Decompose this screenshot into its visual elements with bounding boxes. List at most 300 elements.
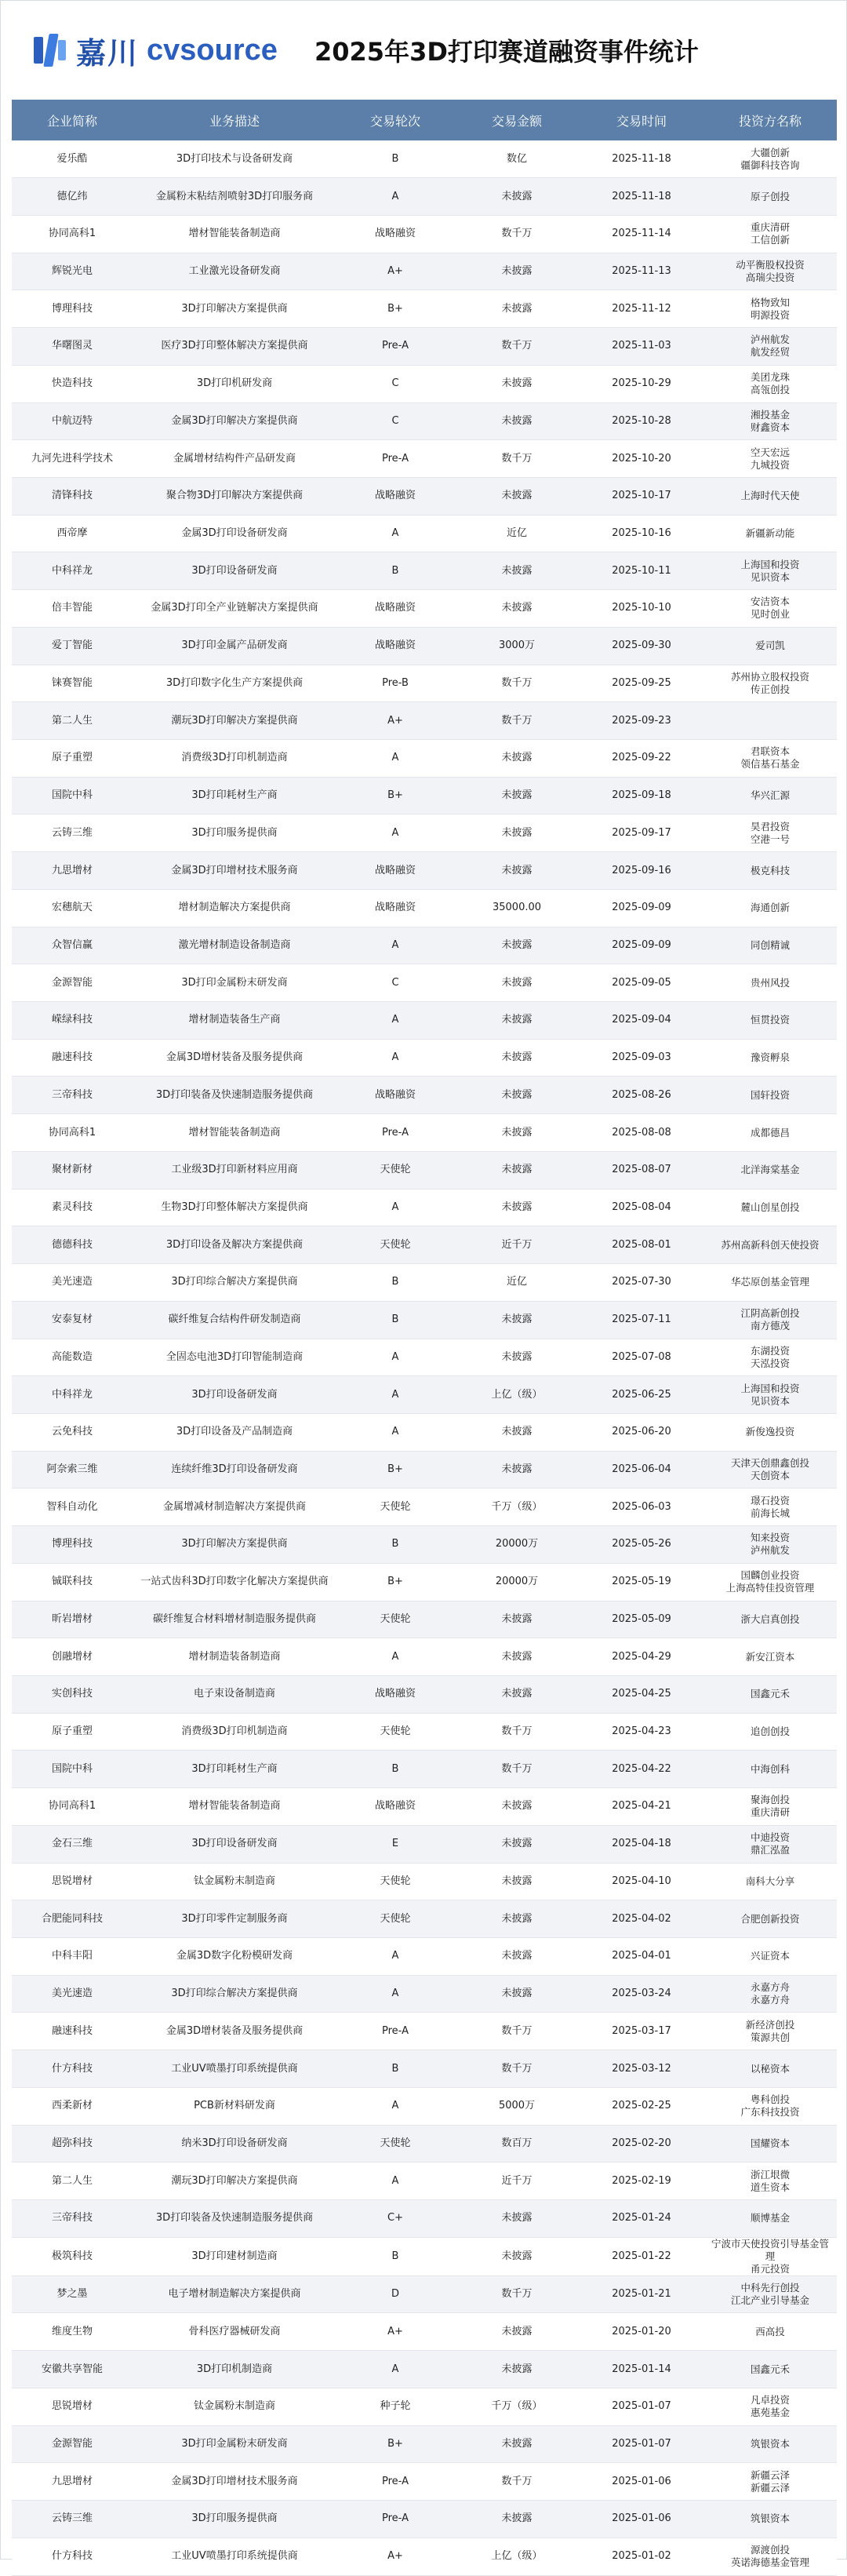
investors-cell — [703, 1938, 837, 1976]
round-cell: C — [336, 403, 454, 440]
date-cell: 2025-04-02 — [580, 1900, 703, 1938]
date-cell: 2025-10-28 — [580, 403, 703, 440]
amount-cell: 未披露 — [454, 1788, 580, 1826]
business-cell: 金属3D打印解决方案提供商 — [133, 403, 336, 440]
round-cell: B — [336, 1526, 454, 1564]
investor-name: 领信基石基金 — [740, 758, 800, 771]
table-row — [12, 2313, 837, 2351]
company-cell: 铖联科技 — [12, 1563, 133, 1601]
date-cell: 2025-01-06 — [580, 2501, 703, 2538]
company-cell: 德德科技 — [12, 1226, 133, 1264]
round-cell: C — [336, 964, 454, 1002]
date-cell: 2025-01-14 — [580, 2351, 703, 2388]
investors-cell — [703, 1563, 837, 1601]
date-cell: 2025-03-12 — [580, 2050, 703, 2088]
business-cell: 增材智能装备制造商 — [133, 1114, 336, 1152]
company-cell: 博理科技 — [12, 1526, 133, 1564]
date-cell: 2025-10-16 — [580, 515, 703, 552]
round-cell: 战略融资 — [336, 477, 454, 515]
investor-name: 天泓投资 — [750, 1357, 790, 1369]
date-cell: 2025-11-14 — [580, 215, 703, 253]
amount-cell: 近亿 — [454, 1264, 580, 1302]
investor-name: 新安江资本 — [745, 1650, 795, 1663]
amount-cell: 未披露 — [454, 2200, 580, 2238]
table-row — [12, 740, 837, 778]
investor-name: 惠苑基金 — [750, 2407, 790, 2419]
date-cell: 2025-08-26 — [580, 1077, 703, 1114]
company-cell: 协同高科1 — [12, 215, 133, 253]
investor-name: 策源共创 — [750, 2031, 790, 2043]
company-cell: 阿奈索三维 — [12, 1451, 133, 1488]
investor-name: 国轩投资 — [750, 1088, 790, 1101]
investors-cell — [703, 1900, 837, 1938]
company-cell: 金源智能 — [12, 2425, 133, 2463]
date-cell: 2025-04-23 — [580, 1713, 703, 1751]
investors-cell — [703, 328, 837, 366]
investors-cell — [703, 1151, 837, 1189]
investor-name: 爱司凯 — [755, 639, 785, 652]
amount-cell: 未披露 — [454, 1114, 580, 1152]
investor-name: 凡卓投资 — [750, 2394, 790, 2407]
company-cell: 实创科技 — [12, 1675, 133, 1713]
table-row — [12, 253, 837, 290]
round-cell: A — [336, 515, 454, 552]
business-cell: 工业UV喷墨打印系统提供商 — [133, 2050, 336, 2088]
investors-cell — [703, 1751, 837, 1788]
company-cell: 国院中科 — [12, 777, 133, 814]
investor-name: 甬元投资 — [750, 2262, 790, 2275]
investors-cell — [703, 1488, 837, 1526]
amount-cell: 近千万 — [454, 1226, 580, 1264]
table-row — [12, 1189, 837, 1226]
round-cell: A — [336, 740, 454, 778]
investor-name: 见识资本 — [750, 570, 790, 583]
date-cell: 2025-08-01 — [580, 1226, 703, 1264]
investors-cell — [703, 2013, 837, 2050]
financing-table-wrap — [12, 100, 837, 2576]
business-cell: 金属增材结构件产品研发商 — [133, 440, 336, 478]
round-cell: Pre-A — [336, 2463, 454, 2501]
business-cell: 3D打印机制造商 — [133, 2351, 336, 2388]
table-row — [12, 1077, 837, 1114]
amount-cell: 数千万 — [454, 440, 580, 478]
investor-name: 永嘉方舟 — [750, 1981, 790, 1994]
investor-name: 江阴高新创投 — [740, 1307, 800, 1320]
business-cell: 纳米3D打印设备研发商 — [133, 2125, 336, 2162]
investor-name: 南科大分享 — [745, 1875, 795, 1887]
investors-cell — [703, 2538, 837, 2575]
table-row — [12, 1151, 837, 1189]
round-cell: 战略融资 — [336, 1077, 454, 1114]
amount-cell: 未披露 — [454, 178, 580, 216]
business-cell: 全固态电池3D打印智能制造商 — [133, 1339, 336, 1376]
round-cell: Pre-A — [336, 2501, 454, 2538]
investor-name: 北洋海棠基金 — [740, 1164, 800, 1176]
amount-cell: 未披露 — [454, 403, 580, 440]
round-cell: A — [336, 1339, 454, 1376]
business-cell: 3D打印耗材生产商 — [133, 1751, 336, 1788]
amount-cell: 未披露 — [454, 740, 580, 778]
amount-cell: 未披露 — [454, 777, 580, 814]
investors-cell — [703, 1226, 837, 1264]
amount-cell: 未披露 — [454, 1863, 580, 1900]
table-row — [12, 2463, 837, 2501]
amount-cell: 数百万 — [454, 2125, 580, 2162]
business-cell: 3D打印解决方案提供商 — [133, 1526, 336, 1564]
amount-cell: 未披露 — [454, 852, 580, 890]
investors-cell — [703, 889, 837, 927]
investors-cell — [703, 1301, 837, 1339]
investors-cell — [703, 140, 837, 178]
amount-cell: 未披露 — [454, 1151, 580, 1189]
investors-cell — [703, 1413, 837, 1451]
investor-name: 以秘资本 — [750, 2062, 790, 2075]
investors-cell — [703, 2125, 837, 2162]
round-cell: 战略融资 — [336, 1788, 454, 1826]
business-cell: 增材智能装备制造商 — [133, 1788, 336, 1826]
table-row — [12, 2237, 837, 2275]
business-cell: 3D打印金属粉末研发商 — [133, 2425, 336, 2463]
investors-cell — [703, 1339, 837, 1376]
table-row — [12, 2013, 837, 2050]
investor-name: 合肥创新投资 — [740, 1912, 800, 1925]
business-cell: 3D打印金属粉末研发商 — [133, 964, 336, 1002]
round-cell: A — [336, 1189, 454, 1226]
investors-cell — [703, 2463, 837, 2501]
date-cell: 2025-03-24 — [580, 1975, 703, 2013]
round-cell: A+ — [336, 253, 454, 290]
table-row — [12, 2351, 837, 2388]
round-cell: A — [336, 814, 454, 852]
investor-name: 动平衡股权投资 — [736, 259, 805, 271]
business-cell: 钛金属粉末制造商 — [133, 1863, 336, 1900]
company-cell: 中科祥龙 — [12, 552, 133, 590]
investors-cell — [703, 1788, 837, 1826]
company-cell: 众智信赢 — [12, 927, 133, 964]
company-cell: 中航迈特 — [12, 403, 133, 440]
table-row — [12, 665, 837, 702]
investors-cell — [703, 552, 837, 590]
table-row — [12, 964, 837, 1002]
date-cell: 2025-04-10 — [580, 1863, 703, 1900]
investor-name: 筑银资本 — [750, 2437, 790, 2450]
round-cell: B+ — [336, 290, 454, 328]
business-cell: 潮玩3D打印解决方案提供商 — [133, 702, 336, 740]
amount-cell: 未披露 — [454, 1189, 580, 1226]
investor-name: 美团龙珠 — [750, 371, 790, 384]
business-cell: 生物3D打印整体解决方案提供商 — [133, 1189, 336, 1226]
round-cell: B+ — [336, 777, 454, 814]
investor-name: 上海时代天使 — [740, 490, 800, 502]
investor-name: 高瑞尖投资 — [745, 271, 795, 284]
company-cell: 九思增材 — [12, 852, 133, 890]
investors-cell — [703, 2050, 837, 2088]
amount-cell: 近千万 — [454, 2162, 580, 2200]
amount-cell: 未披露 — [454, 1301, 580, 1339]
date-cell: 2025-09-22 — [580, 740, 703, 778]
investor-name: 高瓴创投 — [750, 384, 790, 396]
date-cell: 2025-05-19 — [580, 1563, 703, 1601]
amount-cell: 5000万 — [454, 2087, 580, 2125]
investor-name: 璟石投资 — [750, 1494, 790, 1507]
table-row — [12, 1039, 837, 1077]
date-cell: 2025-11-03 — [580, 328, 703, 366]
amount-cell: 未披露 — [454, 552, 580, 590]
round-cell: 种子轮 — [336, 2388, 454, 2425]
investor-name: 鼎汇泓盈 — [750, 1844, 790, 1856]
date-cell: 2025-07-30 — [580, 1264, 703, 1302]
investor-name: 空港一号 — [750, 833, 790, 845]
date-cell: 2025-09-25 — [580, 665, 703, 702]
investor-name: 新经济创投 — [745, 2018, 795, 2031]
column-header-investors: 投资方名称 — [703, 100, 837, 140]
company-cell: 思锐增材 — [12, 1863, 133, 1900]
investor-name: 顺博基金 — [750, 2212, 790, 2224]
business-cell: 增材制造解决方案提供商 — [133, 889, 336, 927]
amount-cell: 未披露 — [454, 1675, 580, 1713]
company-cell: 西柔新材 — [12, 2087, 133, 2125]
amount-cell: 数千万 — [454, 328, 580, 366]
business-cell: 3D打印综合解决方案提供商 — [133, 1264, 336, 1302]
investors-cell — [703, 2388, 837, 2425]
amount-cell: 数千万 — [454, 2013, 580, 2050]
table-row — [12, 1601, 837, 1638]
table-row — [12, 477, 837, 515]
page-title: 2025年3D打印赛道融资事件统计 — [314, 37, 699, 67]
company-cell: 德亿纬 — [12, 178, 133, 216]
table-row — [12, 365, 837, 403]
investor-name: 上海高特佳投资管理 — [725, 1582, 815, 1594]
amount-cell: 近亿 — [454, 515, 580, 552]
table-row — [12, 1638, 837, 1676]
amount-cell: 千万（级） — [454, 2388, 580, 2425]
table-row — [12, 1264, 837, 1302]
company-cell: 高能数造 — [12, 1339, 133, 1376]
investors-cell — [703, 2237, 837, 2275]
date-cell: 2025-09-17 — [580, 814, 703, 852]
business-cell: 3D打印设备及产品制造商 — [133, 1413, 336, 1451]
round-cell: C — [336, 365, 454, 403]
investor-name: 传正创投 — [750, 683, 790, 695]
business-cell: 金属3D数字化粉模研发商 — [133, 1938, 336, 1976]
company-cell: 西帝摩 — [12, 515, 133, 552]
round-cell: 战略融资 — [336, 1675, 454, 1713]
business-cell: 3D打印服务提供商 — [133, 2501, 336, 2538]
company-cell: 中科祥龙 — [12, 1376, 133, 1414]
table-row — [12, 2425, 837, 2463]
business-cell: 金属粉末粘结剂喷射3D打印服务商 — [133, 178, 336, 216]
investors-cell — [703, 178, 837, 216]
round-cell: D — [336, 2275, 454, 2313]
investors-cell — [703, 927, 837, 964]
investors-cell — [703, 477, 837, 515]
round-cell: 天使轮 — [336, 2125, 454, 2162]
business-cell: 3D打印装备及快速制造服务提供商 — [133, 1077, 336, 1114]
amount-cell: 未披露 — [454, 477, 580, 515]
business-cell: 3D打印设备研发商 — [133, 1825, 336, 1863]
investor-name: 广东科技投资 — [740, 2106, 800, 2119]
business-cell: 增材制造装备生产商 — [133, 1002, 336, 1040]
date-cell: 2025-01-24 — [580, 2200, 703, 2238]
date-cell: 2025-08-07 — [580, 1151, 703, 1189]
business-cell: 3D打印数字化生产方案提供商 — [133, 665, 336, 702]
date-cell: 2025-05-26 — [580, 1526, 703, 1564]
amount-cell: 未披露 — [454, 1638, 580, 1676]
investors-cell — [703, 2501, 837, 2538]
company-cell: 云铸三维 — [12, 2501, 133, 2538]
investors-cell — [703, 814, 837, 852]
amount-cell: 未披露 — [454, 2237, 580, 2275]
round-cell: B — [336, 140, 454, 178]
amount-cell: 未披露 — [454, 814, 580, 852]
round-cell: Pre-B — [336, 665, 454, 702]
table-row — [12, 1900, 837, 1938]
company-cell: 极筑科技 — [12, 2237, 133, 2275]
investor-name: 贵州风投 — [750, 976, 790, 989]
business-cell: 3D打印设备及解决方案提供商 — [133, 1226, 336, 1264]
company-cell: 美光速造 — [12, 1975, 133, 2013]
business-cell: 3D打印耗材生产商 — [133, 777, 336, 814]
table-row — [12, 2125, 837, 2162]
company-cell: 爱丁智能 — [12, 627, 133, 665]
investors-cell — [703, 1601, 837, 1638]
table-row — [12, 702, 837, 740]
round-cell: A — [336, 1938, 454, 1976]
date-cell: 2025-06-03 — [580, 1488, 703, 1526]
round-cell: 天使轮 — [336, 1226, 454, 1264]
table-row — [12, 1975, 837, 2013]
date-cell: 2025-11-18 — [580, 178, 703, 216]
business-cell: 3D打印服务提供商 — [133, 814, 336, 852]
company-cell: 安泰复材 — [12, 1301, 133, 1339]
company-cell: 维度生物 — [12, 2313, 133, 2351]
investors-cell — [703, 702, 837, 740]
date-cell: 2025-09-09 — [580, 927, 703, 964]
table-row — [12, 2087, 837, 2125]
amount-cell: 20000万 — [454, 1563, 580, 1601]
date-cell: 2025-04-25 — [580, 1675, 703, 1713]
date-cell: 2025-09-09 — [580, 889, 703, 927]
table-row — [12, 2501, 837, 2538]
round-cell: 天使轮 — [336, 1601, 454, 1638]
date-cell: 2025-01-22 — [580, 2237, 703, 2275]
business-cell: 金属增减材制造解决方案提供商 — [133, 1488, 336, 1526]
business-cell: 聚合物3D打印解决方案提供商 — [133, 477, 336, 515]
investors-cell — [703, 440, 837, 478]
investors-cell — [703, 2162, 837, 2200]
company-cell: 倍丰智能 — [12, 590, 133, 628]
table-row — [12, 1413, 837, 1451]
column-header-business: 业务描述 — [133, 100, 336, 140]
company-cell: 第二人生 — [12, 702, 133, 740]
business-cell: PCB新材料研发商 — [133, 2087, 336, 2125]
investors-cell — [703, 1975, 837, 2013]
logo-mark-icon — [32, 32, 68, 68]
amount-cell: 未披露 — [454, 2351, 580, 2388]
business-cell: 电子增材制造解决方案提供商 — [133, 2275, 336, 2313]
investors-cell — [703, 2425, 837, 2463]
company-cell: 金石三维 — [12, 1825, 133, 1863]
table-row — [12, 140, 837, 178]
table-row — [12, 2538, 837, 2575]
company-cell: 思锐增材 — [12, 2388, 133, 2425]
company-cell: 合肥能同科技 — [12, 1900, 133, 1938]
business-cell: 金属3D打印全产业链解决方案提供商 — [133, 590, 336, 628]
business-cell: 工业级3D打印新材料应用商 — [133, 1151, 336, 1189]
round-cell: Pre-A — [336, 328, 454, 366]
date-cell: 2025-09-18 — [580, 777, 703, 814]
date-cell: 2025-01-07 — [580, 2388, 703, 2425]
investors-cell — [703, 1638, 837, 1676]
business-cell: 电子束设备制造商 — [133, 1675, 336, 1713]
investors-cell — [703, 627, 837, 665]
investor-name: 知来投资 — [750, 1532, 790, 1544]
business-cell: 3D打印机研发商 — [133, 365, 336, 403]
company-cell: 什方科技 — [12, 2538, 133, 2575]
table-row — [12, 1114, 837, 1152]
investor-name: 安洁资本 — [750, 596, 790, 608]
round-cell: 天使轮 — [336, 1488, 454, 1526]
date-cell: 2025-01-21 — [580, 2275, 703, 2313]
investors-cell — [703, 2351, 837, 2388]
column-header-round: 交易轮次 — [336, 100, 454, 140]
business-cell: 碳纤维复合材料增材制造服务提供商 — [133, 1601, 336, 1638]
business-cell: 3D打印解决方案提供商 — [133, 290, 336, 328]
round-cell: A — [336, 1638, 454, 1676]
round-cell: A — [336, 1975, 454, 2013]
investor-name: 华兴汇源 — [750, 789, 790, 802]
date-cell: 2025-11-13 — [580, 253, 703, 290]
table-row — [12, 440, 837, 478]
date-cell: 2025-10-29 — [580, 365, 703, 403]
investor-name: 上海国和投资 — [740, 1382, 800, 1394]
company-cell: 梦之墨 — [12, 2275, 133, 2313]
investor-name: 中海创科 — [750, 1762, 790, 1775]
amount-cell: 未披露 — [454, 1900, 580, 1938]
date-cell: 2025-09-03 — [580, 1039, 703, 1077]
company-cell: 云铸三维 — [12, 814, 133, 852]
company-cell: 融速科技 — [12, 2013, 133, 2050]
round-cell: A — [336, 1039, 454, 1077]
investor-name: 见时创业 — [750, 608, 790, 621]
investor-name: 明源投资 — [750, 308, 790, 321]
round-cell: A — [336, 2351, 454, 2388]
round-cell: B — [336, 1301, 454, 1339]
table-row — [12, 2275, 837, 2313]
investors-cell — [703, 1675, 837, 1713]
amount-cell: 未披露 — [454, 1039, 580, 1077]
investor-name: 天津天创鼎鑫创投 — [730, 1457, 809, 1470]
investors-cell — [703, 1376, 837, 1414]
table-row — [12, 290, 837, 328]
column-header-company: 企业简称 — [12, 100, 133, 140]
amount-cell: 未披露 — [454, 2425, 580, 2463]
amount-cell: 上亿（级） — [454, 2538, 580, 2575]
table-row — [12, 627, 837, 665]
table-row — [12, 2050, 837, 2088]
amount-cell: 未披露 — [454, 1938, 580, 1976]
investor-name: 泸州航发 — [750, 333, 790, 346]
date-cell: 2025-02-19 — [580, 2162, 703, 2200]
table-row — [12, 852, 837, 890]
investor-name: 泸州航发 — [750, 1544, 790, 1557]
investor-name: 国鑫元禾 — [750, 2363, 790, 2375]
table-row — [12, 1938, 837, 1976]
table-body — [12, 140, 837, 2575]
company-cell: 融速科技 — [12, 1039, 133, 1077]
investor-name: 重庆清研 — [750, 1806, 790, 1819]
investor-name: 新疆新动能 — [745, 527, 795, 540]
